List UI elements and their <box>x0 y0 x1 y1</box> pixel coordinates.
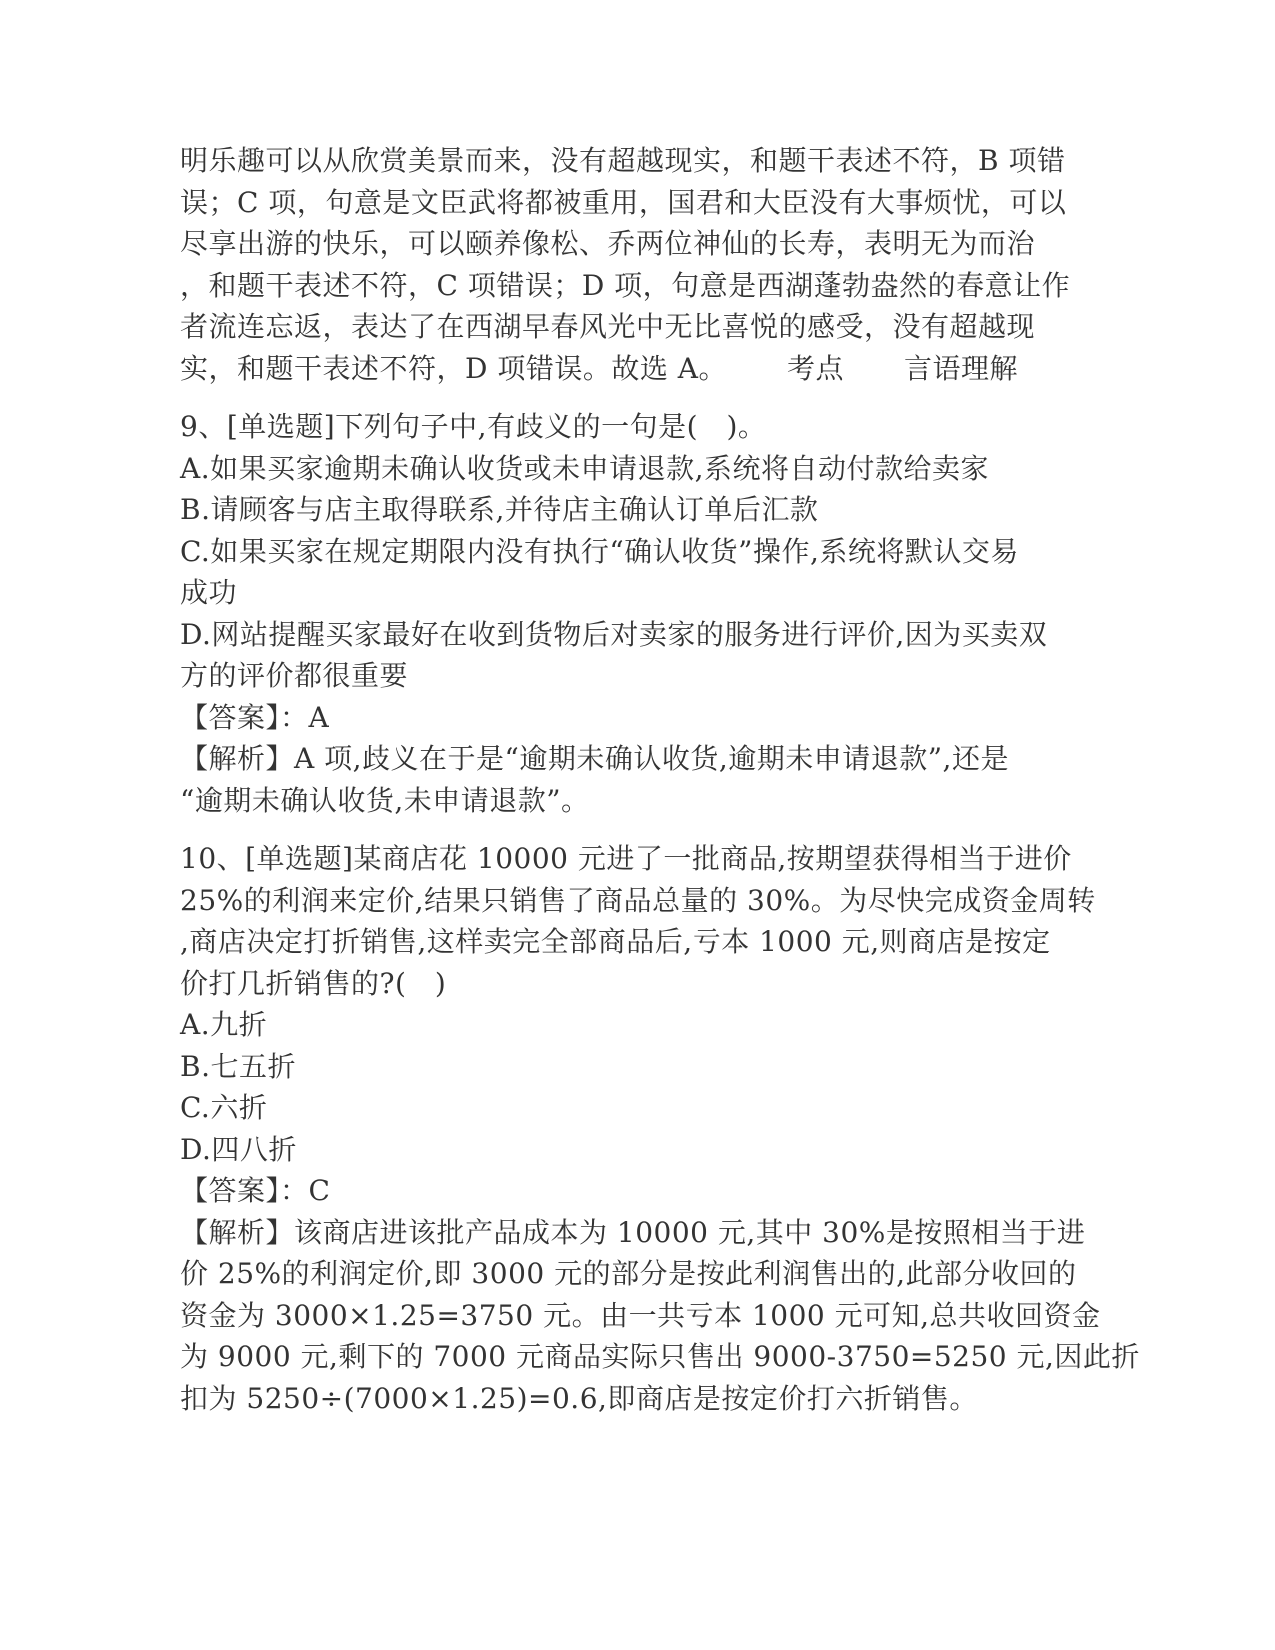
explanation-last-line <box>180 348 1080 390</box>
option-d-cont: 方的评价都很重要 <box>180 659 409 692</box>
explanation-line: 误；C 项，句意是文臣武将都被重用，国君和大臣没有大事烦忧，可以 <box>180 185 1067 219</box>
explanation-line: ，和题干表述不符，C 项错误；D 项，句意是西湖蓬勃盎然的春意让作 <box>180 268 1071 302</box>
explanation-line: 明乐趣可以从欣赏美景而来，没有超越现实，和题干表述不符，B 项错 <box>180 144 1066 177</box>
analysis-line: 【解析】该商店进该批产品成本为 10000 元,其中 30%是按照相当于进 <box>180 1215 1086 1249</box>
question-stem: 价打几折销售的?( ) <box>180 966 447 1000</box>
answer: 【答案】：C <box>180 1174 331 1207</box>
question-stem: ,商店决定打折销售,这样卖完全部商品后,亏本 1000 元,则商店是按定 <box>180 925 1051 958</box>
analysis-line: 价 25%的利润定价,即 3000 元的部分是按此利润售出的,此部分收回的 <box>180 1257 1077 1290</box>
document-page <box>180 140 1140 1419</box>
question-10 <box>180 838 1140 1419</box>
explanation-line: 尽享出游的快乐，可以颐养像松、乔两位神仙的长寿，表明无为而治 <box>180 227 1036 260</box>
explanation-line: 者流连忘返，表达了在西湖早春风光中无比喜悦的感受，没有超越现 <box>180 310 1036 343</box>
analysis-line: 【解析】A 项,歧义在于是“逾期未确认收货,逾期未申请退款”,还是 <box>180 742 1009 775</box>
option-c-cont: 成功 <box>180 576 238 609</box>
question-stem: 10、[单选题]某商店花 10000 元进了一批商品,按期望获得相当于进价 <box>180 842 1072 875</box>
option-c: C.如果买家在规定期限内没有执行“确认收货”操作,系统将默认交易 <box>180 534 1019 568</box>
option-a: A.九折 <box>180 1008 268 1041</box>
question-stem: 25%的利润来定价,结果只销售了商品总量的 30%。为尽快完成资金周转 <box>180 883 1096 917</box>
option-d: D.四八折 <box>180 1132 297 1166</box>
explanation-text: 实，和题干表述不符，D 项错误。故选 A。 <box>180 351 727 385</box>
analysis-line: 资金为 3000×1.25=3750 元。由一共亏本 1000 元可知,总共收回资金 <box>180 1298 1101 1332</box>
analysis-line: 扣为 5250÷(7000×1.25)=0.6,即商店是按定价打六折销售。 <box>180 1381 978 1415</box>
analysis-line: 为 9000 元,剩下的 7000 元商品实际只售出 9000-3750=5250 元,因此折 <box>180 1340 1140 1373</box>
option-b: B.请顾客与店主取得联系,并待店主确认订单后汇款 <box>180 493 819 526</box>
answer: 【答案】：A <box>180 700 330 734</box>
option-c: C.六折 <box>180 1091 268 1124</box>
question-9 <box>180 406 1080 821</box>
analysis-line: “逾期未确认收货,未申请退款”。 <box>180 783 590 817</box>
kaodian-label: 考点 <box>786 351 844 385</box>
option-a: A.如果买家逾期未确认收货或未申请退款,系统将自动付款给卖家 <box>180 451 990 485</box>
option-b: B.七五折 <box>180 1049 296 1083</box>
prev-question-explanation <box>180 140 1080 389</box>
option-d: D.网站提醒买家最好在收到货物后对卖家的服务进行评价,因为买卖双 <box>180 617 1048 651</box>
kaodian-value: 言语理解 <box>904 351 1019 385</box>
question-stem: 9、[单选题]下列句子中,有歧义的一句是( )。 <box>180 410 767 443</box>
